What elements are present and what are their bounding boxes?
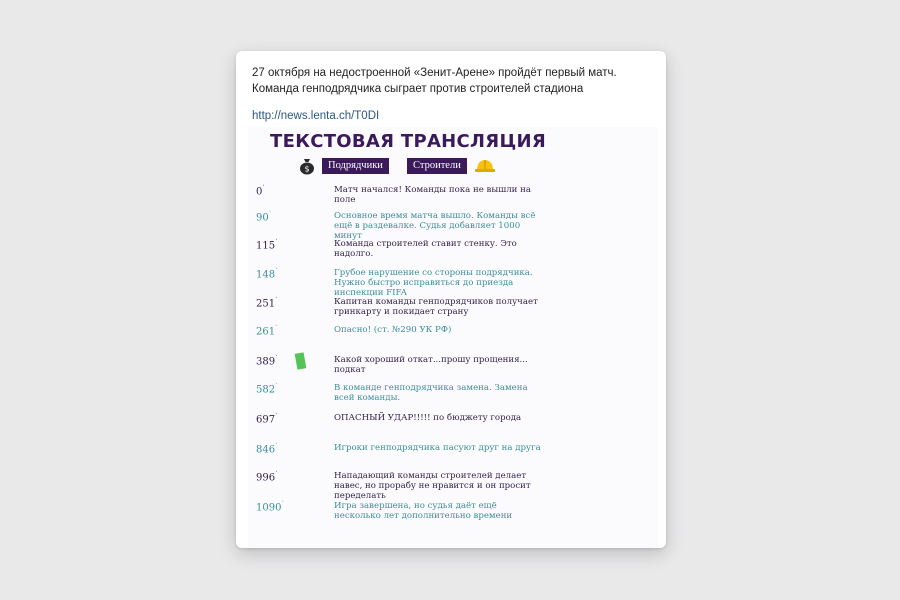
post-link[interactable]: http://news.lenta.ch/T0DI [252, 110, 380, 122]
event-minute-value: 582 [256, 384, 276, 396]
event-minute-value: 0 [256, 186, 263, 198]
post-card [236, 51, 666, 548]
event-text: Опасно! (ст. №290 УК РФ) [334, 325, 452, 335]
event-minute: 846` [256, 443, 279, 456]
event-text: Грубое нарушение со стороны подрядчика. Нужно быстро исправиться до приезда инспекции FIFA [334, 268, 533, 298]
event-text: Нападающий команды строителей делает навес, но прорабу не нравится и он просит переделать [334, 471, 531, 501]
post-text: 27 октября на недостроенной «Зенит-Арене» пройдёт первый матч. Команда генподрядчика сыграет против строителей стадиона [252, 67, 617, 95]
event-minute-value: 846 [256, 444, 276, 456]
event-text: Капитан команды генподрядчиков получает гринкарту и покидает страну [334, 297, 538, 317]
event-minute: 261` [256, 325, 279, 338]
event-minute-value: 697 [256, 414, 276, 426]
event-minute-value: 251 [256, 298, 276, 310]
event-minute-value: 115 [256, 240, 276, 252]
event-text: Игроки генподрядчика пасуют друг на друга [334, 443, 541, 453]
event-minute: 251` [256, 297, 279, 310]
event-text: Какой хороший откат...прошу прощения... подкат [334, 355, 528, 375]
event-text: В команде генподрядчика замена. Замена всей команды. [334, 383, 528, 403]
event-minute: 0` [256, 185, 266, 198]
team-badge-builders: Строители [407, 158, 467, 174]
event-minute: 90` [256, 211, 272, 224]
graphic-title: ТЕКСТОВАЯ ТРАНСЛЯЦИЯ [270, 131, 546, 152]
green-card-icon [295, 352, 307, 369]
event-text: Игра завершена, но судья даёт ещё несколько лет дополнительно времени [334, 501, 513, 521]
event-minute-value: 261 [256, 326, 276, 338]
event-text: Команда строителей ставит стенку. Это надолго. [334, 239, 517, 259]
team-badge-contractors: Подрядчики [322, 158, 389, 174]
event-text: Матч начался! Команды пока не вышли на поле [334, 185, 531, 205]
event-minute: 1090` [256, 501, 285, 514]
event-minute: 697` [256, 413, 279, 426]
event-minute-value: 1090 [256, 502, 282, 514]
event-minute-value: 148 [256, 269, 276, 281]
event-minute-value: 389 [256, 356, 276, 368]
event-minute-value: 90 [256, 212, 269, 224]
event-minute: 115` [256, 239, 279, 252]
event-minute: 389` [256, 355, 279, 368]
event-minute: 996` [256, 471, 279, 484]
svg-text:$: $ [304, 164, 310, 174]
event-minute-value: 996 [256, 472, 276, 484]
hard-hat-icon [474, 158, 496, 174]
event-text: ОПАСНЫЙ УДАР!!!!! по бюджету города [334, 413, 522, 423]
event-text: Основное время матча вышло. Команды всё ещё в раздевалке. Судья добавляет 1000 минут [334, 211, 536, 241]
broadcast-graphic [248, 127, 658, 548]
money-bag-icon [298, 157, 316, 175]
event-minute: 582` [256, 383, 279, 396]
event-minute: 148` [256, 268, 279, 281]
